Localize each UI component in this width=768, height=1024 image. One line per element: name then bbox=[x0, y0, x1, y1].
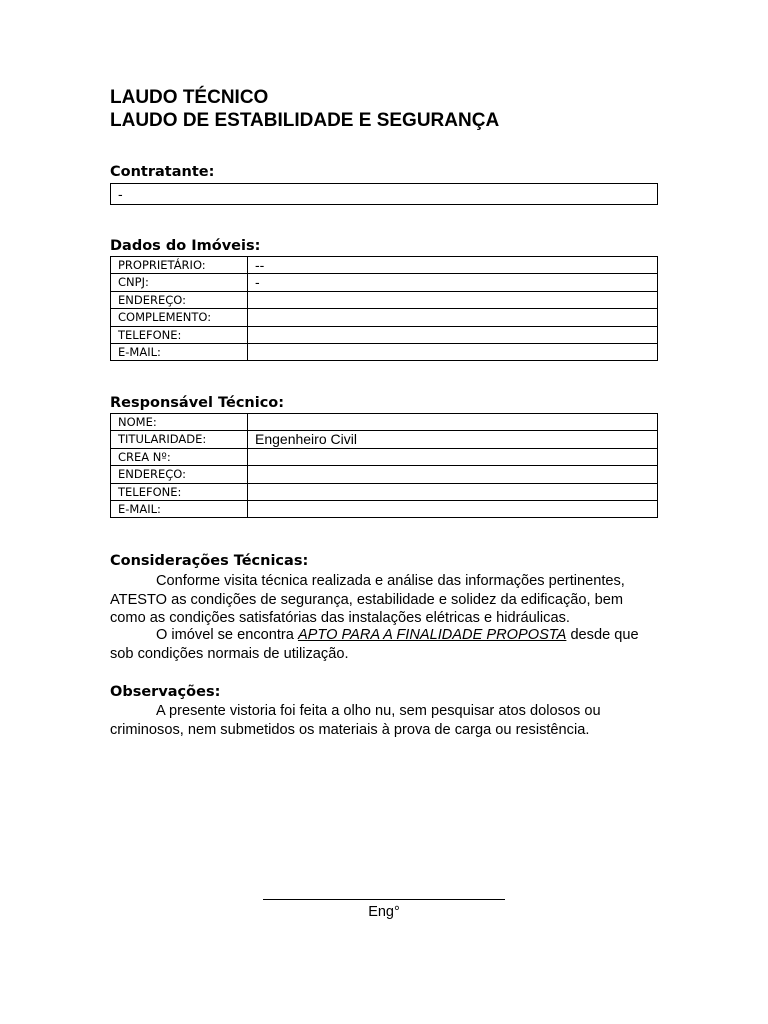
signature-name: Eng° bbox=[368, 904, 400, 920]
paragraph-indent bbox=[110, 703, 156, 719]
apto-emphasis: APTO PARA A FINALIDADE PROPOSTA bbox=[297, 627, 567, 643]
observacoes-text: A presente vistoria foi feita a olho nu, sem pesquisar atos dolosos ou criminosos, nem submetidos os materiais à prova de carga ou resistência. bbox=[110, 703, 601, 738]
observacoes-heading: Observações: bbox=[110, 684, 221, 700]
contratante-field: - bbox=[110, 183, 658, 205]
table-row bbox=[111, 500, 658, 517]
consideracoes-text-1: Conforme visita técnica realizada e análise das informações pertinentes, ATESTO as condições de segurança, estabilidade e solidez da edificação, bem como as condições satisfatórias das instalações elétricas e hidráulicas. bbox=[110, 573, 625, 626]
endereco-value bbox=[248, 291, 658, 308]
signature-line bbox=[263, 899, 505, 900]
table-row bbox=[111, 274, 658, 291]
paragraph-indent bbox=[110, 627, 156, 643]
table-row bbox=[111, 431, 658, 448]
observacoes-paragraph bbox=[110, 702, 658, 739]
endereco-label: ENDEREÇO: bbox=[111, 466, 248, 483]
consideracoes-paragraph-1 bbox=[110, 572, 658, 628]
proprietario-label: PROPRIETÁRIO: bbox=[111, 257, 248, 274]
titularidade-value: Engenheiro Civil bbox=[248, 431, 658, 448]
table-row bbox=[111, 483, 658, 500]
complemento-label: COMPLEMENTO: bbox=[111, 309, 248, 326]
table-row bbox=[111, 309, 658, 326]
crea-value bbox=[248, 448, 658, 465]
paragraph-indent bbox=[110, 573, 156, 589]
titularidade-label: TITULARIDADE: bbox=[111, 431, 248, 448]
imovel-heading: Dados do Imóveis: bbox=[110, 238, 261, 254]
telefone-value bbox=[248, 483, 658, 500]
email-value bbox=[248, 343, 658, 360]
crea-label: CREA Nº: bbox=[111, 448, 248, 465]
table-row bbox=[111, 343, 658, 360]
cnpj-label: CNPJ: bbox=[111, 274, 248, 291]
document-subtitle: LAUDO DE ESTABILIDADE E SEGURANÇA bbox=[110, 110, 500, 131]
complemento-value bbox=[248, 309, 658, 326]
table-row bbox=[111, 448, 658, 465]
email-label: E-MAIL: bbox=[111, 500, 248, 517]
telefone-label: TELEFONE: bbox=[111, 326, 248, 343]
imovel-table bbox=[110, 256, 658, 361]
responsavel-heading: Responsável Técnico: bbox=[110, 395, 285, 411]
endereco-value bbox=[248, 466, 658, 483]
proprietario-value: -- bbox=[248, 257, 658, 274]
contratante-heading: Contratante: bbox=[110, 164, 215, 180]
consideracoes-text-2a: O imóvel se encontra bbox=[156, 627, 298, 643]
table-row bbox=[111, 414, 658, 431]
consideracoes-paragraph-2 bbox=[110, 626, 658, 663]
document-title: LAUDO TÉCNICO bbox=[110, 87, 269, 108]
endereco-label: ENDEREÇO: bbox=[111, 291, 248, 308]
consideracoes-text-2b: desde que sob condições normais de utilização. bbox=[110, 627, 639, 662]
nome-label: NOME: bbox=[111, 414, 248, 431]
cnpj-value: - bbox=[248, 274, 658, 291]
telefone-label: TELEFONE: bbox=[111, 483, 248, 500]
table-row bbox=[111, 257, 658, 274]
email-label: E-MAIL: bbox=[111, 343, 248, 360]
responsavel-table bbox=[110, 413, 658, 518]
telefone-value bbox=[248, 326, 658, 343]
nome-value bbox=[248, 414, 658, 431]
table-row bbox=[111, 291, 658, 308]
table-row bbox=[111, 326, 658, 343]
consideracoes-heading: Considerações Técnicas: bbox=[110, 553, 309, 569]
email-value bbox=[248, 500, 658, 517]
table-row bbox=[111, 466, 658, 483]
